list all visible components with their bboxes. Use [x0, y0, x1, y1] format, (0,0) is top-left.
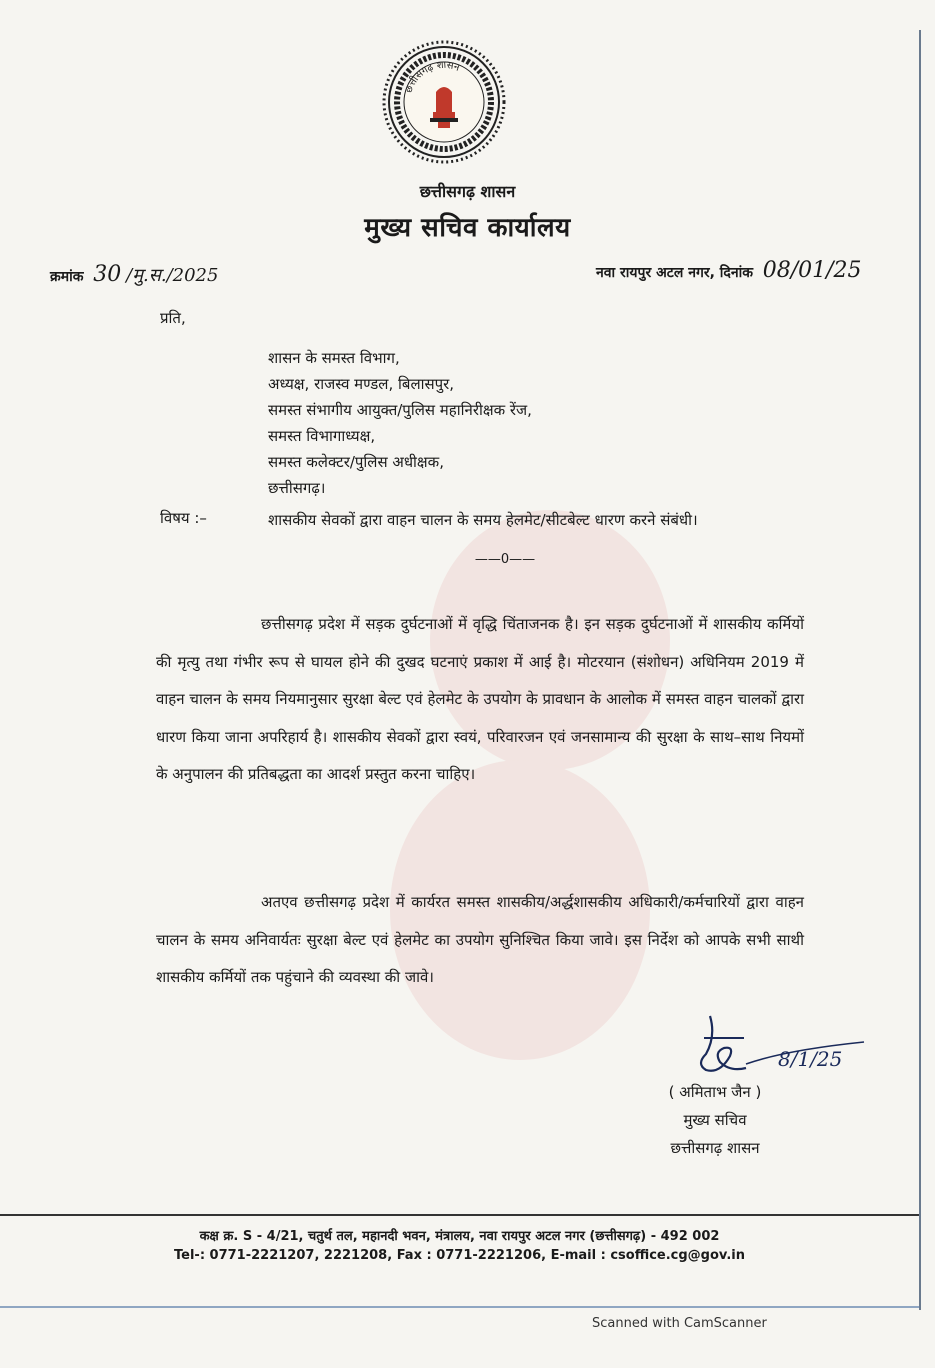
recipient-line: समस्त संभागीय आयुक्त/पुलिस महानिरीक्षक रेंज, [268, 401, 532, 419]
reference-label: क्रमांक [50, 269, 84, 285]
emblem-text: छत्तीसगढ़ शासन [403, 59, 462, 95]
bottom-rule [0, 1306, 919, 1308]
letter-date: 08/01/25 [762, 258, 862, 283]
office-title: मुख्य सचिव कार्यालय [364, 213, 571, 243]
body-paragraph-2: अतएव छत्तीसगढ़ प्रदेश में कार्यरत समस्त शासकीय/अर्द्धशासकीय अधिकारी/कर्मचारियों द्वारा वाहन चालन के समय अनिवार्यतः सुरक्षा बेल्ट एवं हेलमेट का उपयोग सुनिश्चित किया जावे। इस निर्देश को आपके सभी साथी शासकीय कर्मियों तक पहुंचाने की व्यवस्था की जावे। [156, 893, 804, 986]
to-label: प्रति, [160, 309, 186, 327]
footer-address: कक्ष क्र. S - 4/21, चतुर्थ तल, महानदी भवन, मंत्रालय, नवा रायपुर अटल नगर (छत्तीसगढ़) - 492 002 [199, 1229, 720, 1244]
scanner-note: Scanned with CamScanner [592, 1316, 767, 1331]
signatory-name: ( अमिताभ जैन ) [668, 1083, 762, 1101]
subject-label: विषय :– [160, 509, 207, 527]
signatory-block [640, 1078, 790, 1162]
recipient-line: समस्त कलेक्टर/पुलिस अधीक्षक, [268, 453, 444, 471]
signature-date: 8/1/25 [778, 1047, 843, 1071]
signatory-government: छत्तीसगढ़ शासन [670, 1139, 760, 1157]
government-emblem-icon [380, 38, 508, 166]
footer-divider [0, 1214, 919, 1216]
signatory-designation: मुख्य सचिव [683, 1111, 747, 1129]
subject-divider: ——0—— [474, 552, 536, 567]
recipient-list [268, 345, 532, 501]
recipient-line: छत्तीसगढ़। [268, 479, 326, 497]
place-label: नवा रायपुर अटल नगर, दिनांक [596, 265, 753, 281]
recipient-line: शासन के समस्त विभाग, [268, 349, 400, 367]
recipient-line: समस्त विभागाध्यक्ष, [268, 427, 376, 445]
handwritten-signature [690, 1004, 870, 1084]
place-and-date [596, 258, 862, 283]
government-name: छत्तीसगढ़ शासन [419, 182, 516, 201]
recipient-line: अध्यक्ष, राजस्व मण्डल, बिलासपुर, [268, 375, 455, 393]
subject-text: शासकीय सेवकों द्वारा वाहन चालन के समय हेलमेट/सीटबेल्ट धारण करने संबंधी। [268, 511, 698, 529]
footer-contact: Tel-: 0771-2221207, 2221208, Fax : 0771-2221206, E-mail : csoffice.cg@gov.in [174, 1248, 745, 1263]
reference-suffix: /मु.स./2025 [126, 265, 219, 286]
reference-number-value: 30 [93, 262, 122, 287]
reference-number [50, 262, 218, 287]
body-paragraph-1: छत्तीसगढ़ प्रदेश में सड़क दुर्घटनाओं में वृद्धि चिंताजनक है। इन सड़क दुर्घटनाओं में शासकीय कर्मियों की मृत्यु तथा गंभीर रूप से घायल होने की दुखद घटनाएं प्रकाश में आई है। मोटरयान (संशोधन) अधिनियम 2019 में वाहन चालन के समय नियमानुसार सुरक्षा बेल्ट एवं हेलमेट के उपयोग के प्रावधान के आलोक में समस्त वाहन चालकों द्वारा धारण किया जाना अपरिहार्य है। शासकीय सेवकों द्वारा स्वयं, परिवारजन एवं जनसामान्य की सुरक्षा के साथ–साथ नियमों के अनुपालन की प्रतिबद्धता का आदर्श प्रस्तुत करना चाहिए। [156, 615, 804, 783]
